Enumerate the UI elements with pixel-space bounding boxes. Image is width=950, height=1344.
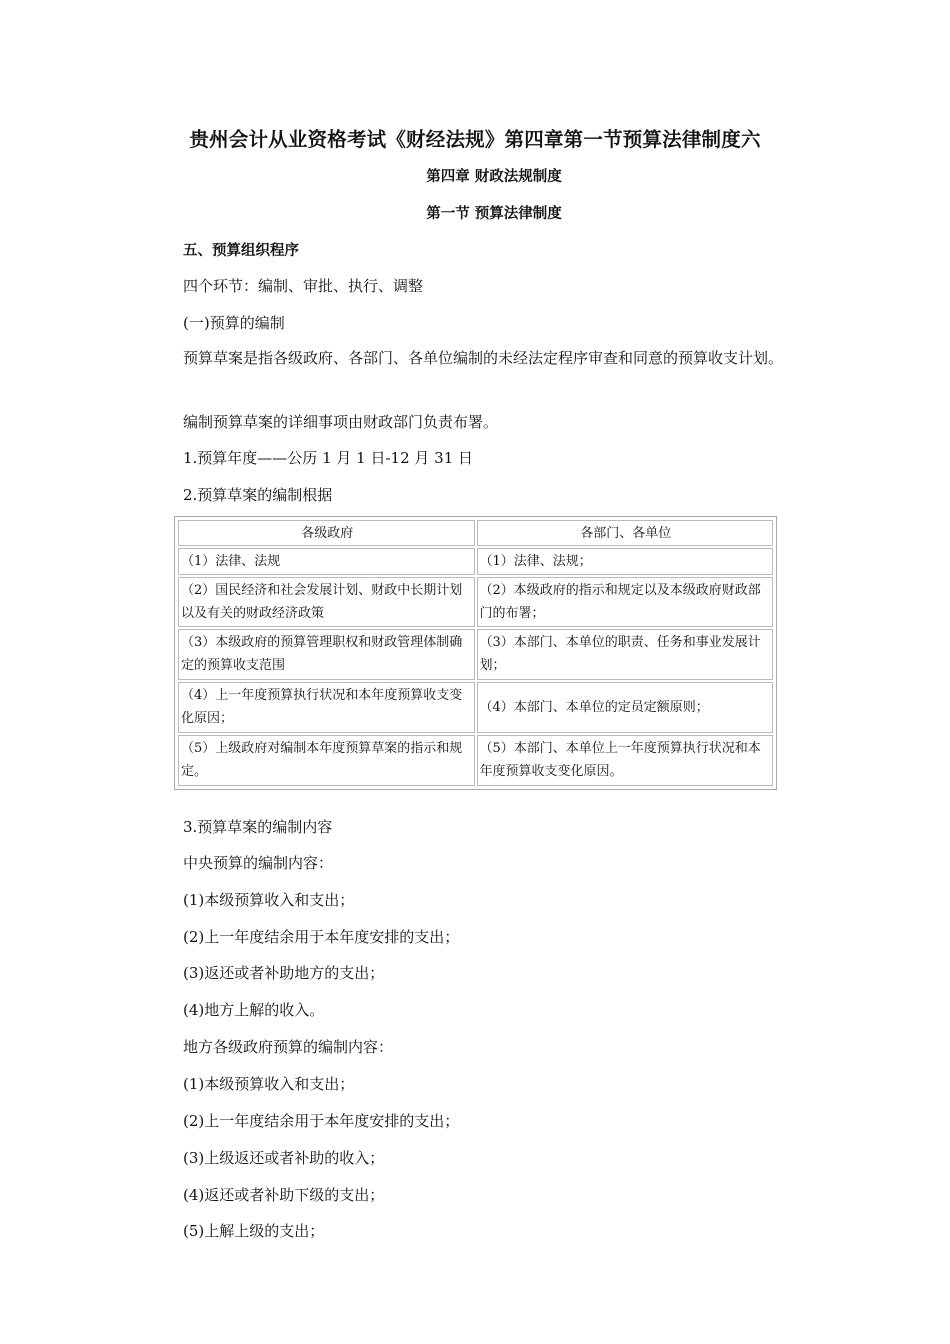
table-row [177, 734, 774, 787]
heading-five: 五、预算组织程序 [183, 243, 299, 259]
table-row [177, 576, 774, 628]
list-item: (1)本级预算收入和支出； [183, 891, 355, 909]
table-cell: （4）本部门、本单位的定员定额原则； [477, 682, 774, 733]
table-row [177, 628, 774, 681]
table-row [177, 681, 774, 734]
table-cell: （3）本级政府的预算管理职权和财政管理体制确定的预算收支范围 [178, 629, 475, 680]
central-budget-label: 中央预算的编制内容： [183, 854, 334, 872]
item-compilation-content: 3.预算草案的编制内容 [183, 818, 333, 836]
basis-table [174, 516, 777, 790]
table-cell: （1）法律、法规 [178, 548, 475, 575]
paragraph-draft-definition: 预算草案是指各级政府、各部门、各单位编制的未经法定程序审查和同意的预算收支计划。 [183, 349, 784, 367]
table-cell: （2）国民经济和社会发展计划、财政中长期计划以及有关的财政经济政策 [178, 577, 475, 627]
table-cell: （3）本部门、本单位的职责、任务和事业发展计划； [477, 629, 774, 680]
document-title: 贵州会计从业资格考试《财经法规》第四章第一节预算法律制度六 [189, 128, 761, 151]
list-item: (3)返还或者补助地方的支出； [183, 964, 385, 982]
table-header-row [177, 519, 774, 547]
list-item: (5)上解上级的支出； [183, 1222, 325, 1240]
table-cell: （5）上级政府对编制本年度预算草案的指示和规定。 [178, 735, 475, 786]
table-header-cell: 各级政府 [178, 520, 475, 546]
item-budget-year: 1.预算年度——公历 1 月 1 日-12 月 31 日 [183, 449, 474, 467]
list-item: (3)上级返还或者补助的收入； [183, 1149, 385, 1167]
table-cell: （1）法律、法规； [477, 548, 774, 575]
table-cell: （5）本部门、本单位上一年度预算执行状况和本年度预算收支变化原因。 [477, 735, 774, 786]
local-budget-label: 地方各级政府预算的编制内容： [183, 1038, 394, 1056]
list-item: (2)上一年度结余用于本年度安排的支出； [183, 928, 460, 946]
paragraph-detail: 编制预算草案的详细事项由财政部门负责布署。 [183, 413, 499, 431]
list-item: (4)返还或者补助下级的支出； [183, 1186, 385, 1204]
table-cell: （4）上一年度预算执行状况和本年度预算收支变化原因； [178, 682, 475, 733]
chapter-heading: 第四章 财政法规制度 [426, 169, 562, 185]
list-item: (2)上一年度结余用于本年度安排的支出； [183, 1112, 460, 1130]
subheading-budget-compilation: (一)预算的编制 [183, 314, 285, 332]
table-row [177, 547, 774, 576]
list-item: (1)本级预算收入和支出； [183, 1075, 355, 1093]
list-item: (4)地方上解的收入。 [183, 1001, 325, 1019]
table-header-cell: 各部门、各单位 [477, 520, 774, 546]
item-compilation-basis: 2.预算草案的编制根据 [183, 486, 333, 504]
section-heading: 第一节 预算法律制度 [426, 206, 562, 222]
four-steps-text: 四个环节：编制、审批、执行、调整 [183, 277, 424, 295]
table-cell: （2）本级政府的指示和规定以及本级政府财政部门的布署； [477, 577, 774, 627]
